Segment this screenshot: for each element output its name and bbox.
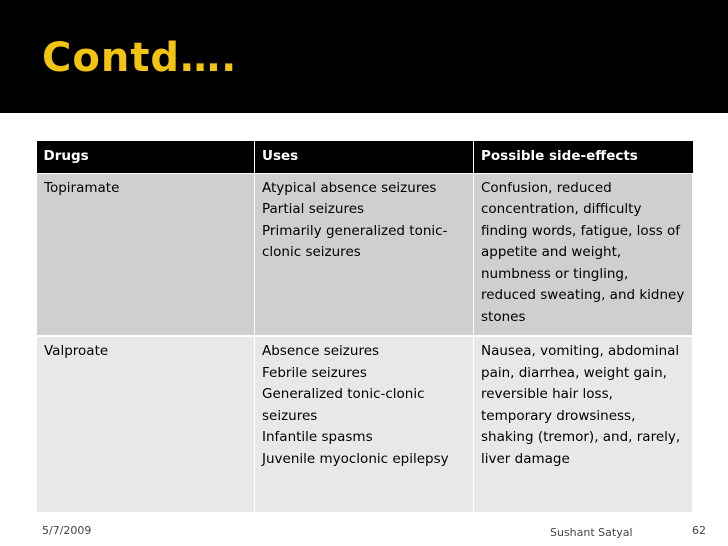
side-effects-cell: Confusion, reduced concentration, difficulty finding words, fatigue, loss of appetite and weight, numbness or tingling, reduced sweating, and kidney stones <box>474 173 693 336</box>
use-item: Generalized tonic-clonic seizures <box>262 386 425 424</box>
drug-table <box>36 141 693 514</box>
table-row <box>37 336 693 513</box>
drug-name-cell: Topiramate <box>37 173 255 336</box>
footer-author: Sushant Satyal <box>550 526 633 539</box>
use-item: Infantile spasms <box>262 429 373 445</box>
use-item: Juvenile myoclonic epilepsy <box>262 450 449 467</box>
drug-table-container <box>36 141 692 514</box>
page-number: 62 <box>692 524 706 537</box>
drug-name-cell: Valproate <box>37 336 255 513</box>
use-item: Primarily generalized tonic-clonic seizures <box>262 222 448 260</box>
use-item: Absence seizures <box>262 343 380 359</box>
header-drugs: Drugs <box>37 141 255 173</box>
table-row <box>37 173 693 336</box>
uses-cell <box>255 336 474 513</box>
use-item: Partial seizures <box>262 201 365 217</box>
title-band <box>0 0 728 113</box>
side-effects-cell: Nausea, vomiting, abdominal pain, diarrhea, weight gain, reversible hair loss, temporary drowsiness, shaking (tremor), and, rarely, liver damage <box>474 336 693 513</box>
header-side-effects: Possible side-effects <box>474 141 693 173</box>
header-uses: Uses <box>255 141 474 173</box>
slide-title: Contd…. <box>42 35 238 81</box>
uses-cell <box>255 173 474 336</box>
table-header-row <box>37 141 693 173</box>
footer-date: 5/7/2009 <box>42 524 92 537</box>
use-item: Atypical absence seizures <box>262 179 437 196</box>
use-item: Febrile seizures <box>262 364 367 381</box>
